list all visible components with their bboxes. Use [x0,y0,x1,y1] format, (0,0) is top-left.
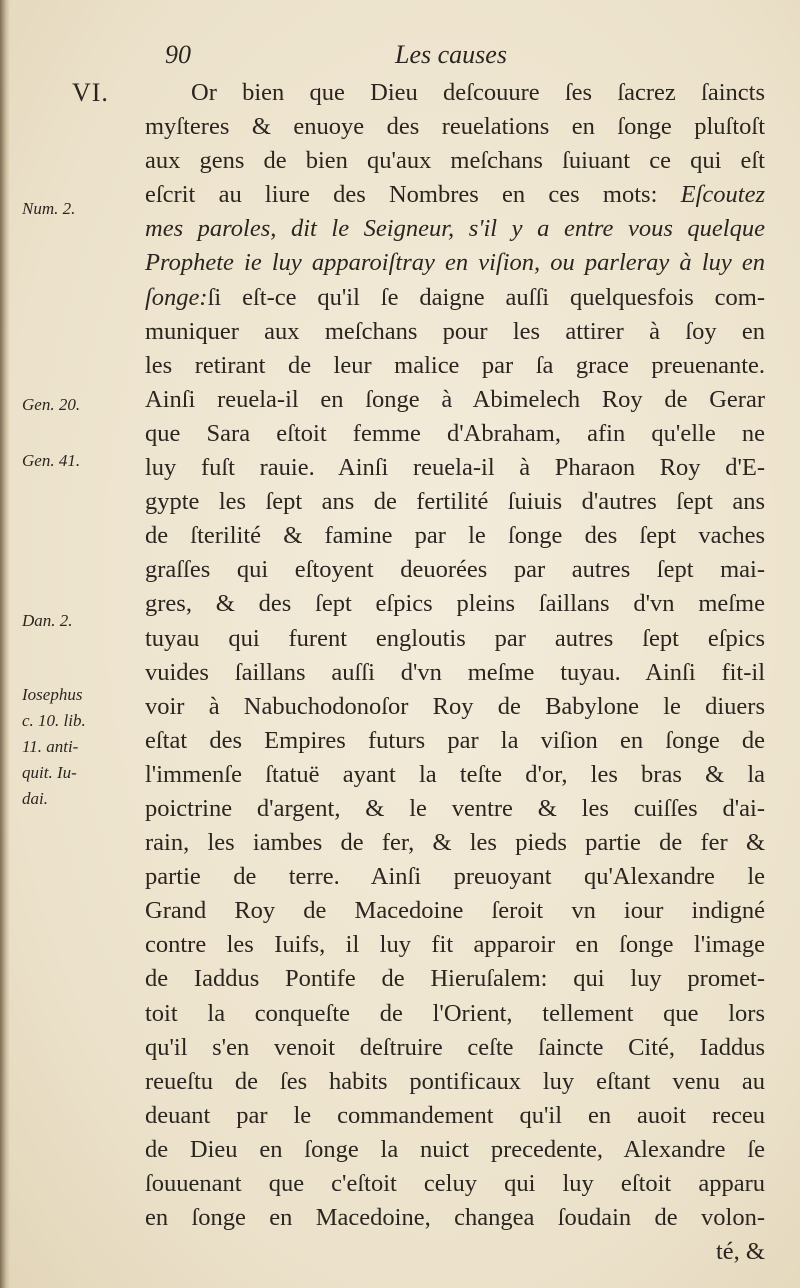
page-gutter-edge [0,0,10,1288]
text-line: toit la conqueſte de l'Orient, tellement que lors [145,999,765,1027]
text-line: l'immenſe ſtatuë ayant la teſte d'or, les bras & la [145,760,765,788]
running-title: Les causes [395,40,507,69]
margin-note-josephus-3: 11. anti- [22,737,79,756]
text-line: en ſonge en Macedoine, changea ſoudain de volon- [145,1204,765,1232]
text-line [145,281,765,315]
text-line: myſteres & enuoye des reuelations en ſonge pluſtoſt [145,113,765,141]
section-number: VI. [72,78,109,107]
margin-note-josephus-1: Iosephus [22,685,83,704]
text-line-italic: ſonge: [145,283,208,311]
text-line: que Sara eſtoit femme d'Abraham, afin qu'elle ne [145,419,765,447]
text-line: aux gens de bien qu'aux meſchans ſuiuant ce qui eſt [145,147,765,175]
text-line: de Iaddus Pontife de Hieruſalem: qui luy promet- [145,965,765,993]
text-line: deuant par le commandement qu'il en auoit receu [145,1101,765,1129]
text-line: de ſterilité & famine par le ſonge des ſept vaches [145,522,765,550]
text-line-roman: eſcrit au liure des Nombres en ces mots: [145,181,658,209]
margin-note-gen20: Gen. 20. [22,395,81,414]
text-line: Ainſi reuela-il en ſonge à Abimelech Roy de Gerar [145,385,765,413]
margin-note-dan: Dan. 2. [22,611,73,630]
text-line: gres, & des ſept eſpics pleins ſaillans d'vn meſme [145,590,765,618]
text-line: rain, les iambes de fer, & les pieds partie de fer & [145,829,765,857]
text-line: eſtat des Empires futurs par la viſion en ſonge de [145,726,765,754]
text-line: reueſtu de ſes habits pontificaux luy eſtant venu au [145,1067,765,1095]
margin-note-josephus-5: dai. [22,789,48,808]
text-line: Or bien que Dieu deſcouure ſes ſacrez ſaincts [191,79,765,106]
text-line: ſouuenant que c'eſtoit celuy qui luy eſtoit apparu [145,1170,765,1197]
text-line: tuyau qui furent engloutis par autres ſept eſpics [145,624,765,652]
text-line: contre les Iuifs, il luy fit apparoir en ſonge l'image [145,931,765,959]
margin-note-josephus-2: c. 10. lib. [22,711,86,730]
text-line: Prophete ie luy apparoiſtray en viſion, ou parleray à luy en [145,249,765,277]
page-number: 90 [165,40,191,69]
text-line: té, & [716,1238,765,1266]
text-line: les retirant de leur malice par ſa grace preuenante. [145,351,765,379]
text-line: mes paroles, dit le Seigneur, s'il y a entre vous quelque [145,215,765,243]
text-line: graſſes qui eſtoyent deuorées par autres ſept mai- [145,556,765,584]
text-line: de Dieu en ſonge la nuict precedente, Alexandre ſe [145,1135,765,1163]
page-header [0,38,800,78]
text-line: vuides ſaillans auſſi d'vn meſme tuyau. Ainſi fit-il [145,658,765,686]
text-line: gypte les ſept ans de fertilité ſuiuis d'autres ſept ans [145,488,765,516]
margin-note-gen41: Gen. 41. [22,451,81,470]
body-text [145,76,765,1269]
text-line: poictrine d'argent, & le ventre & les cuiſſes d'ai- [145,794,765,822]
margin-note-josephus-4: quit. Iu- [22,763,77,782]
text-line: qu'il s'en venoit deſtruire ceſte ſaincte Cité, Iaddus [145,1033,765,1061]
text-line-italic: Eſcoutez [680,181,766,209]
text-line: luy fuſt rauie. Ainſi reuela-il à Pharaon Roy d'E- [145,454,765,482]
text-line: voir à Nabuchodonoſor Roy de Babylone le diuers [145,692,765,720]
text-line: muniquer aux meſchans pour les attirer à ſoy en [145,317,765,345]
margin-note-num: Num. 2. [22,199,76,218]
text-line-roman: ſi eſt-ce qu'il ſe daigne auſſi quelquesfois com- [207,283,765,311]
text-line [145,178,765,212]
text-line: Grand Roy de Macedoine ſeroit vn iour indigné [145,897,765,925]
text-line: partie de terre. Ainſi preuoyant qu'Alexandre le [145,863,765,891]
